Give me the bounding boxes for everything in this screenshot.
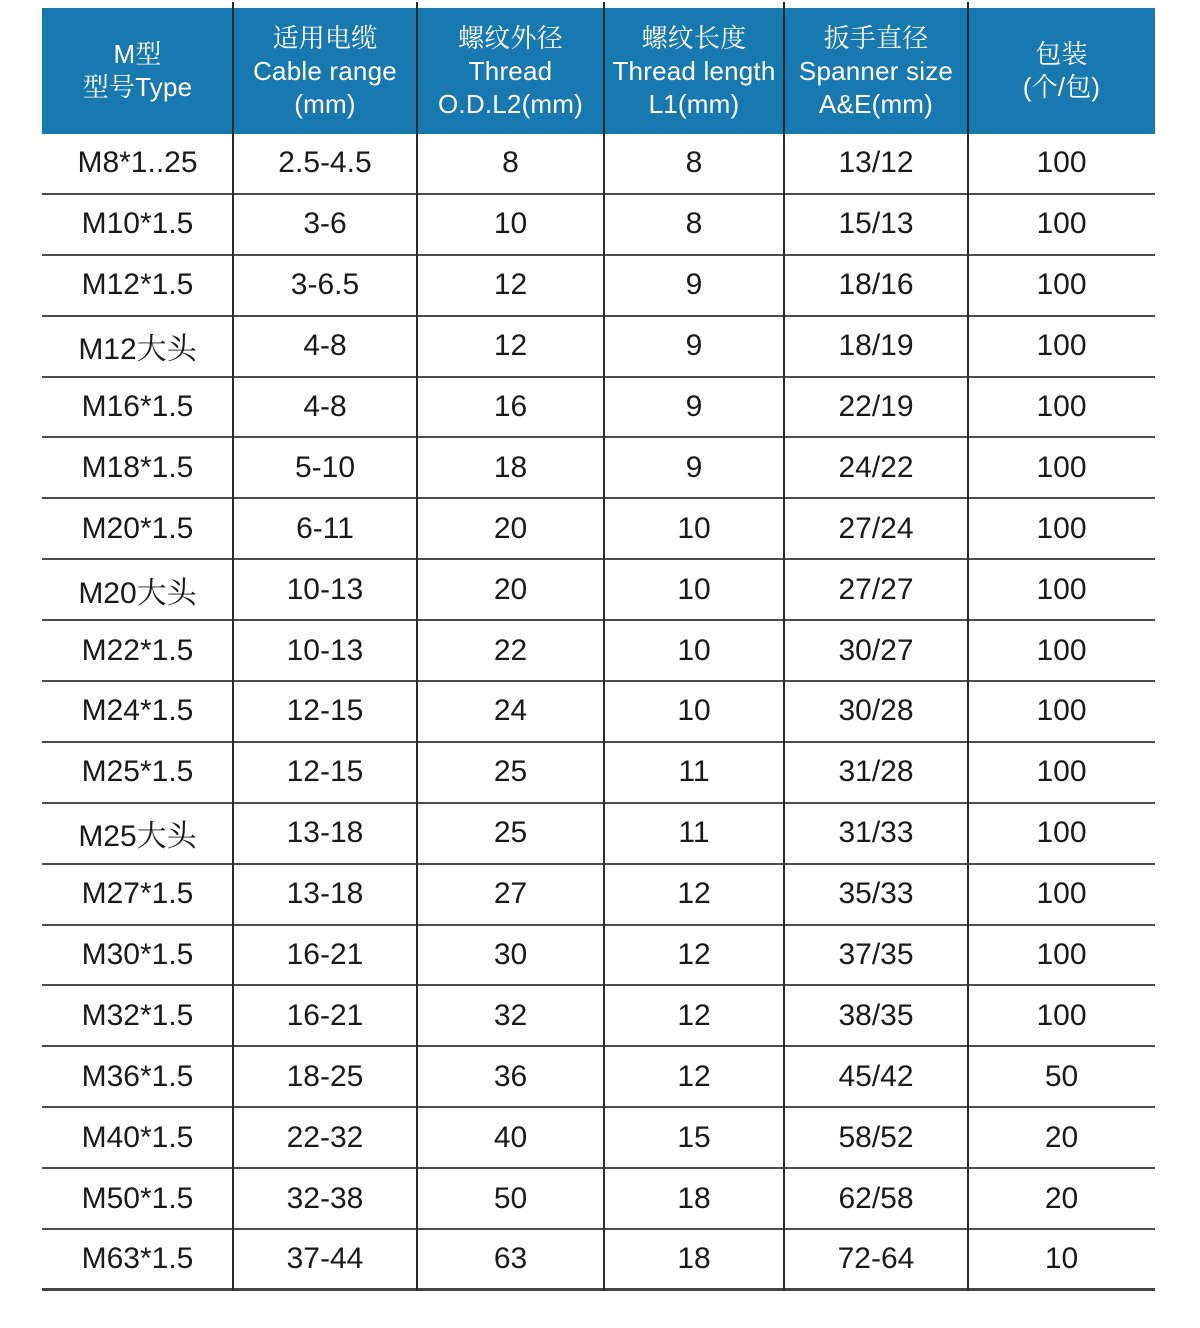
- table-cell: 58/52: [838, 1120, 914, 1154]
- table-cell: 9: [685, 268, 703, 302]
- table-cell: 100: [1036, 877, 1087, 911]
- table-cell: 100: [1036, 146, 1087, 180]
- table-cell: 10: [1044, 1241, 1079, 1275]
- table-cell: 9: [685, 329, 703, 363]
- table-row: [42, 865, 1155, 926]
- header-line: 型号Type: [82, 72, 193, 102]
- table-cell: 12: [677, 938, 711, 972]
- table-cell: 12-15: [286, 755, 364, 789]
- table-cell: 100: [1036, 694, 1087, 728]
- table-cell: 8: [502, 146, 519, 180]
- table-cell: 9: [685, 390, 703, 423]
- table-cell: 37/35: [838, 938, 914, 972]
- table-cell: 18-25: [286, 1059, 364, 1093]
- table-row: [42, 621, 1155, 682]
- header-cell-thread-od: [417, 8, 604, 134]
- table-cell: M36*1.5: [81, 1059, 194, 1093]
- table-cell: 18: [677, 1241, 711, 1275]
- table-cell: 15: [677, 1120, 711, 1154]
- table-cell: 12: [677, 1059, 711, 1093]
- table-cell: 30/28: [838, 694, 914, 728]
- table-cell: 12: [493, 329, 528, 363]
- table-cell: 100: [1036, 633, 1087, 667]
- table-cell: 8: [685, 207, 703, 241]
- table-row: [42, 1108, 1155, 1169]
- table-cell: 10: [677, 511, 711, 545]
- table-cell: 100: [1036, 329, 1087, 363]
- header-line: Thread length: [612, 55, 776, 86]
- header-line: 适用电缆: [272, 22, 378, 53]
- table-cell: 12: [493, 268, 528, 302]
- column-divider: [783, 2, 785, 1291]
- table-cell: 10-13: [286, 633, 364, 667]
- column-divider: [967, 2, 969, 1291]
- table-cell: M20*1.5: [81, 511, 194, 545]
- table-cell: 100: [1036, 938, 1087, 972]
- table-cell: M50*1.5: [81, 1181, 194, 1215]
- table-row: [42, 195, 1155, 256]
- table-cell: 100: [1036, 450, 1087, 484]
- table-row: [42, 743, 1155, 804]
- table-cell: 36: [493, 1059, 528, 1093]
- header-cell-spanner-size: [784, 8, 968, 134]
- table-cell: 100: [1036, 390, 1087, 423]
- header-line: O.D.L2(mm): [438, 88, 583, 119]
- table-cell: 38/35: [838, 998, 914, 1032]
- table-cell: 100: [1036, 207, 1087, 241]
- header-cell-type: [42, 8, 233, 134]
- header-line: A&E(mm): [818, 88, 934, 119]
- table-cell: M22*1.5: [81, 633, 194, 667]
- table-cell: 13-18: [286, 816, 364, 850]
- table-cell: 3-6.5: [290, 268, 360, 302]
- table-row: [42, 1230, 1155, 1291]
- header-line: L1(mm): [648, 88, 740, 119]
- table-cell: M25*1.5: [81, 755, 194, 789]
- table-cell: 18: [493, 450, 528, 484]
- table-cell: 6-11: [296, 511, 354, 545]
- table-cell: 22/19: [838, 390, 914, 423]
- table-cell: 11: [678, 755, 710, 789]
- table-cell: 27: [493, 877, 528, 911]
- table-cell: 4-8: [303, 329, 347, 363]
- table-cell: M10*1.5: [81, 207, 194, 241]
- table-cell: 22-32: [286, 1120, 364, 1154]
- table-cell: 24/22: [838, 450, 914, 484]
- table-row: [42, 256, 1155, 317]
- table-cell: 10: [493, 207, 528, 241]
- table-cell: 30/27: [838, 633, 914, 667]
- table-cell: 3-6: [303, 207, 347, 241]
- table-row: [42, 682, 1155, 743]
- table-header-row: [42, 8, 1155, 134]
- table-cell: 16: [493, 390, 528, 423]
- table-cell: 24: [493, 694, 528, 728]
- table-cell: 18: [677, 1181, 711, 1215]
- header-cell-cable-range: [233, 8, 417, 134]
- header-line: 螺纹长度: [641, 22, 747, 53]
- table-cell: 32-38: [286, 1181, 364, 1215]
- table-cell: 72-64: [837, 1241, 915, 1275]
- table-cell: 25: [493, 755, 528, 789]
- table-cell: 20: [1044, 1120, 1079, 1154]
- table-cell: 10: [677, 572, 711, 606]
- table-cell: 12-15: [286, 694, 364, 728]
- table-cell: 100: [1036, 816, 1087, 850]
- table-row: [42, 378, 1155, 439]
- header-line: M型: [113, 39, 162, 69]
- table-cell: 100: [1036, 998, 1087, 1032]
- table-cell: 13/12: [838, 146, 914, 180]
- table-row: [42, 1047, 1155, 1108]
- table-cell: M16*1.5: [81, 390, 194, 423]
- table-cell: M30*1.5: [81, 938, 194, 972]
- table-cell: 10-13: [286, 572, 364, 606]
- table-row: [42, 560, 1155, 621]
- column-divider: [603, 2, 605, 1291]
- table-cell: M27*1.5: [81, 877, 194, 911]
- header-line: (个/包): [1022, 72, 1101, 102]
- table-cell: 5-10: [294, 450, 356, 484]
- table-cell: 8: [685, 146, 703, 180]
- table-cell: 27/27: [838, 572, 914, 606]
- table-cell: 62/58: [838, 1181, 914, 1215]
- table-cell: 18/19: [838, 329, 914, 363]
- table-cell: 20: [493, 511, 528, 545]
- table-row: [42, 499, 1155, 560]
- table-cell: 2.5-4.5: [278, 146, 372, 180]
- table-row: [42, 134, 1155, 195]
- table-cell: 10: [677, 694, 711, 728]
- table-cell: 20: [493, 572, 528, 606]
- table-cell: 50: [1044, 1059, 1079, 1093]
- table-row: [42, 317, 1155, 378]
- table-cell: 27/24: [838, 511, 914, 545]
- table-cell: 31/33: [838, 816, 914, 850]
- table-cell: M12*1.5: [81, 268, 194, 302]
- table-cell: 37-44: [286, 1241, 364, 1275]
- table-cell: M24*1.5: [81, 694, 194, 728]
- header-line: Thread: [468, 55, 553, 86]
- header-cell-thread-length: [604, 8, 784, 134]
- table-cell: 22: [493, 633, 528, 667]
- table-body: [42, 134, 1155, 1291]
- header-cell-packing: [968, 8, 1155, 134]
- table-row: [42, 986, 1155, 1047]
- table-cell: 100: [1036, 572, 1087, 606]
- table-cell: M12大头: [78, 333, 197, 367]
- table-cell: M8*1..25: [77, 146, 198, 180]
- table-cell: 45/42: [838, 1059, 914, 1093]
- header-line: (mm): [294, 88, 356, 119]
- header-line: 扳手直径: [823, 22, 929, 53]
- table-cell: 16-21: [286, 938, 364, 972]
- table-cell: M25大头: [78, 820, 197, 854]
- column-divider: [416, 2, 418, 1291]
- header-line: Spanner size: [798, 55, 954, 86]
- table-cell: M40*1.5: [81, 1120, 194, 1154]
- table-cell: 12: [677, 998, 711, 1032]
- table-cell: 9: [685, 450, 703, 484]
- column-divider: [232, 2, 234, 1291]
- table-cell: 12: [677, 877, 711, 911]
- table-row: [42, 926, 1155, 987]
- header-line: Cable range: [253, 55, 397, 86]
- table-cell: 63: [493, 1241, 528, 1275]
- table-cell: 13-18: [286, 877, 364, 911]
- table-cell: 31/28: [838, 755, 914, 789]
- table-cell: 16-21: [286, 998, 364, 1032]
- table-row: [42, 1169, 1155, 1230]
- table-cell: 50: [493, 1181, 528, 1215]
- table-cell: 4-8: [303, 390, 347, 423]
- table-cell: M18*1.5: [81, 450, 194, 484]
- table-cell: 100: [1036, 511, 1087, 545]
- table-cell: 20: [1044, 1181, 1079, 1215]
- table-cell: 30: [493, 938, 528, 972]
- table-cell: 15/13: [838, 207, 914, 241]
- cable-gland-spec-table: [42, 0, 1155, 1291]
- header-line: 包装: [1035, 39, 1088, 69]
- table-cell: 100: [1036, 268, 1087, 302]
- table-cell: 11: [678, 816, 710, 850]
- table-row: [42, 438, 1155, 499]
- table-cell: 35/33: [838, 877, 914, 911]
- table-cell: M20大头: [78, 576, 197, 610]
- table-cell: 40: [493, 1120, 528, 1154]
- table-cell: 32: [493, 998, 528, 1032]
- table-cell: 18/16: [838, 268, 914, 302]
- header-line: 螺纹外径: [458, 22, 563, 53]
- table-cell: 25: [493, 816, 528, 850]
- table-cell: M32*1.5: [81, 998, 194, 1032]
- table-cell: 10: [677, 633, 711, 667]
- table-cell: 100: [1036, 755, 1087, 789]
- table-row: [42, 804, 1155, 865]
- table-cell: M63*1.5: [81, 1241, 194, 1275]
